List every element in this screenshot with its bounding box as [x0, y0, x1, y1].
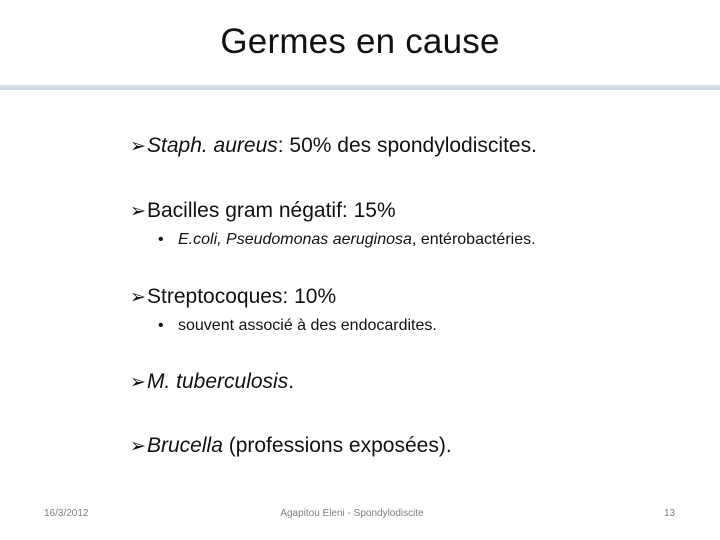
- bullet-text: : 50% des spondylodiscites.: [277, 134, 537, 157]
- bullet-arrow-icon: ➢: [130, 436, 146, 457]
- bullet-italic: Brucella: [147, 434, 223, 457]
- bullet-arrow-icon: ➢: [130, 372, 146, 393]
- sub-bullet-endocardites: [158, 316, 437, 336]
- sub-bullet-ecoli: [158, 230, 536, 250]
- bullet-text: Streptocoques: 10%: [147, 285, 337, 308]
- bullet-arrow-icon: ➢: [130, 287, 146, 308]
- sub-bullet-text: souvent associé à des endocardites.: [178, 317, 437, 334]
- slide-title: Germes en cause: [220, 22, 500, 61]
- bullet-arrow-icon: ➢: [130, 201, 146, 222]
- sub-bullet-dot-icon: •: [158, 231, 164, 248]
- bullet-tuberculosis: [130, 370, 294, 395]
- bullet-arrow-icon: ➢: [130, 136, 146, 157]
- sub-bullet-text: , entérobactéries.: [411, 231, 536, 248]
- bullet-italic: Staph. aureus: [147, 134, 278, 157]
- bullet-text: (professions exposées).: [222, 434, 452, 457]
- bullet-text: Bacilles gram négatif: 15%: [147, 199, 396, 222]
- bullet-streptocoques: [130, 285, 336, 310]
- footer-date: 16/3/2012: [44, 508, 89, 519]
- bullet-staph: [130, 134, 537, 159]
- sub-bullet-italic: E.coli, Pseudomonas aeruginosa: [178, 231, 412, 248]
- sub-bullet-dot-icon: •: [158, 317, 164, 334]
- title-divider: [0, 85, 720, 90]
- bullet-brucella: [130, 434, 452, 459]
- bullet-bacilles: [130, 199, 396, 224]
- bullet-italic: M. tuberculosis: [147, 370, 289, 393]
- footer-page-number: 13: [664, 508, 676, 519]
- bullet-text: .: [288, 370, 295, 393]
- footer-author: Agapitou Eleni - Spondylodiscite: [280, 508, 424, 519]
